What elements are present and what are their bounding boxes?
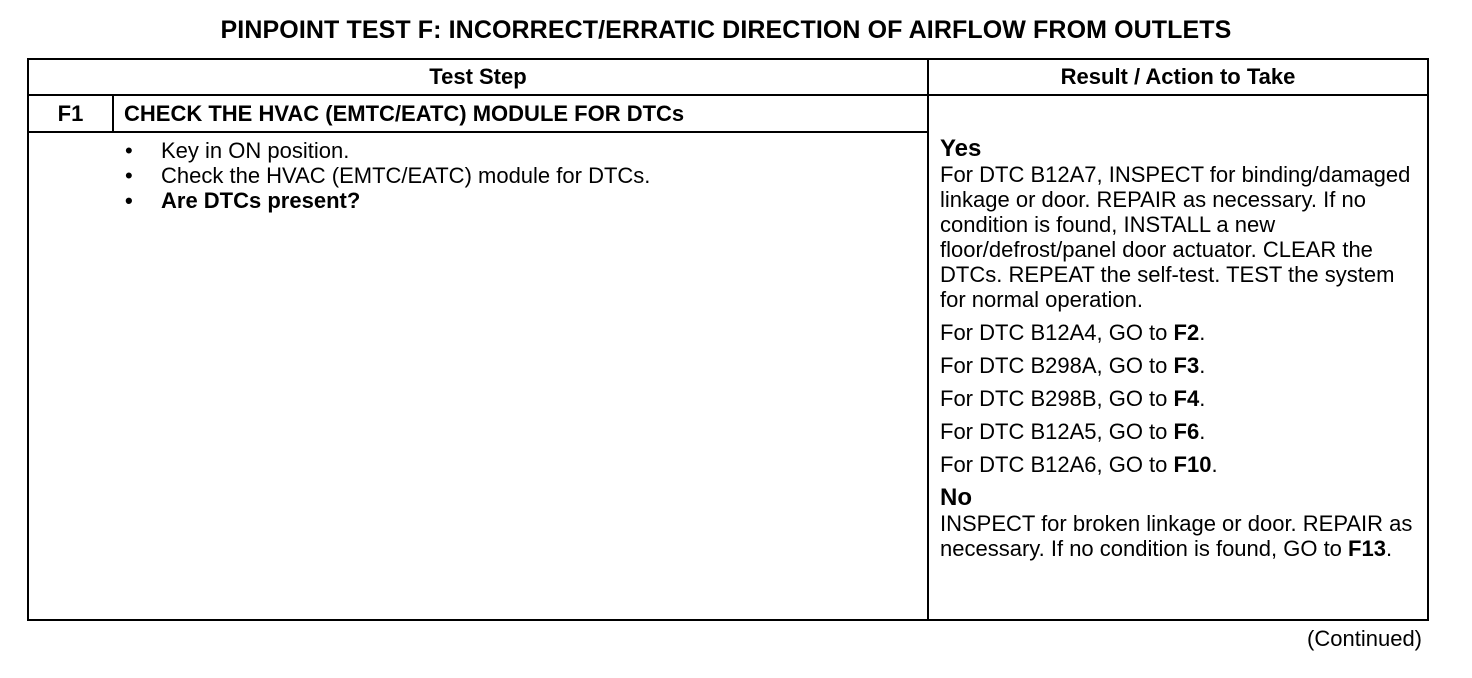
bullet-dot: • [125,163,133,188]
go-to-text: For DTC B298B, GO to [940,386,1174,411]
go-to-text: For DTC B12A6, GO to [940,452,1174,477]
bullet-item-question [121,188,650,213]
bullet-dot: • [125,138,133,163]
go-to-target: F3 [1173,353,1200,378]
step-title-divider [29,131,927,133]
no-instructions-text: INSPECT for broken linkage or door. REPAIR as necessary. If no condition is found, GO to [940,511,1413,561]
go-to-item [940,320,1422,345]
result-column [940,136,1422,561]
step-id: F1 [57,101,84,126]
pinpoint-test-table [27,58,1429,621]
go-to-text: For DTC B12A4, GO to [940,320,1174,345]
bullet-text: Are DTCs present? [161,188,361,213]
continued-note: (Continued) [1307,626,1422,651]
go-to-target: F2 [1173,320,1200,345]
go-to-target: F6 [1173,419,1200,444]
go-to-suffix: . [1199,386,1206,411]
bullet-dot: • [125,188,133,213]
no-instructions [940,511,1422,561]
step-id-divider [112,95,114,132]
go-to-suffix: . [1199,353,1206,378]
bullet-item [121,138,650,163]
step-bullet-list [121,138,650,213]
go-to-suffix: . [1211,452,1218,477]
header-divider [29,94,1427,96]
bullet-text: Key in ON position. [161,138,350,163]
go-to-suffix: . [1199,320,1206,345]
go-to-text: For DTC B12A5, GO to [940,419,1174,444]
go-to-target: F10 [1173,452,1212,477]
no-go-to-target: F13 [1348,536,1386,561]
column-divider [927,60,929,619]
go-to-item [940,419,1422,444]
yes-heading: Yes [940,135,982,162]
go-to-item [940,353,1422,378]
go-to-item [940,386,1422,411]
header-test-step: Test Step [429,64,527,89]
bullet-text: Check the HVAC (EMTC/EATC) module for DTCs. [161,163,651,188]
go-to-item [940,452,1422,477]
yes-instructions: For DTC B12A7, INSPECT for binding/damaged linkage or door. REPAIR as necessary. If no condition is found, INSTALL a new floor/defrost/panel door actuator. CLEAR the DTCs. REPEAT the self-test. TEST the system for normal operation. [940,162,1411,312]
bullet-item [121,163,650,188]
go-to-suffix: . [1199,419,1206,444]
no-heading: No [940,484,972,511]
no-instructions-suffix: . [1385,536,1393,561]
go-to-target: F4 [1173,386,1200,411]
step-title: CHECK THE HVAC (EMTC/EATC) MODULE FOR DTCs [124,101,685,126]
header-result: Result / Action to Take [1060,64,1296,89]
go-to-text: For DTC B298A, GO to [940,353,1174,378]
page-title: PINPOINT TEST F: INCORRECT/ERRATIC DIRECTION OF AIRFLOW FROM OUTLETS [220,16,1232,44]
